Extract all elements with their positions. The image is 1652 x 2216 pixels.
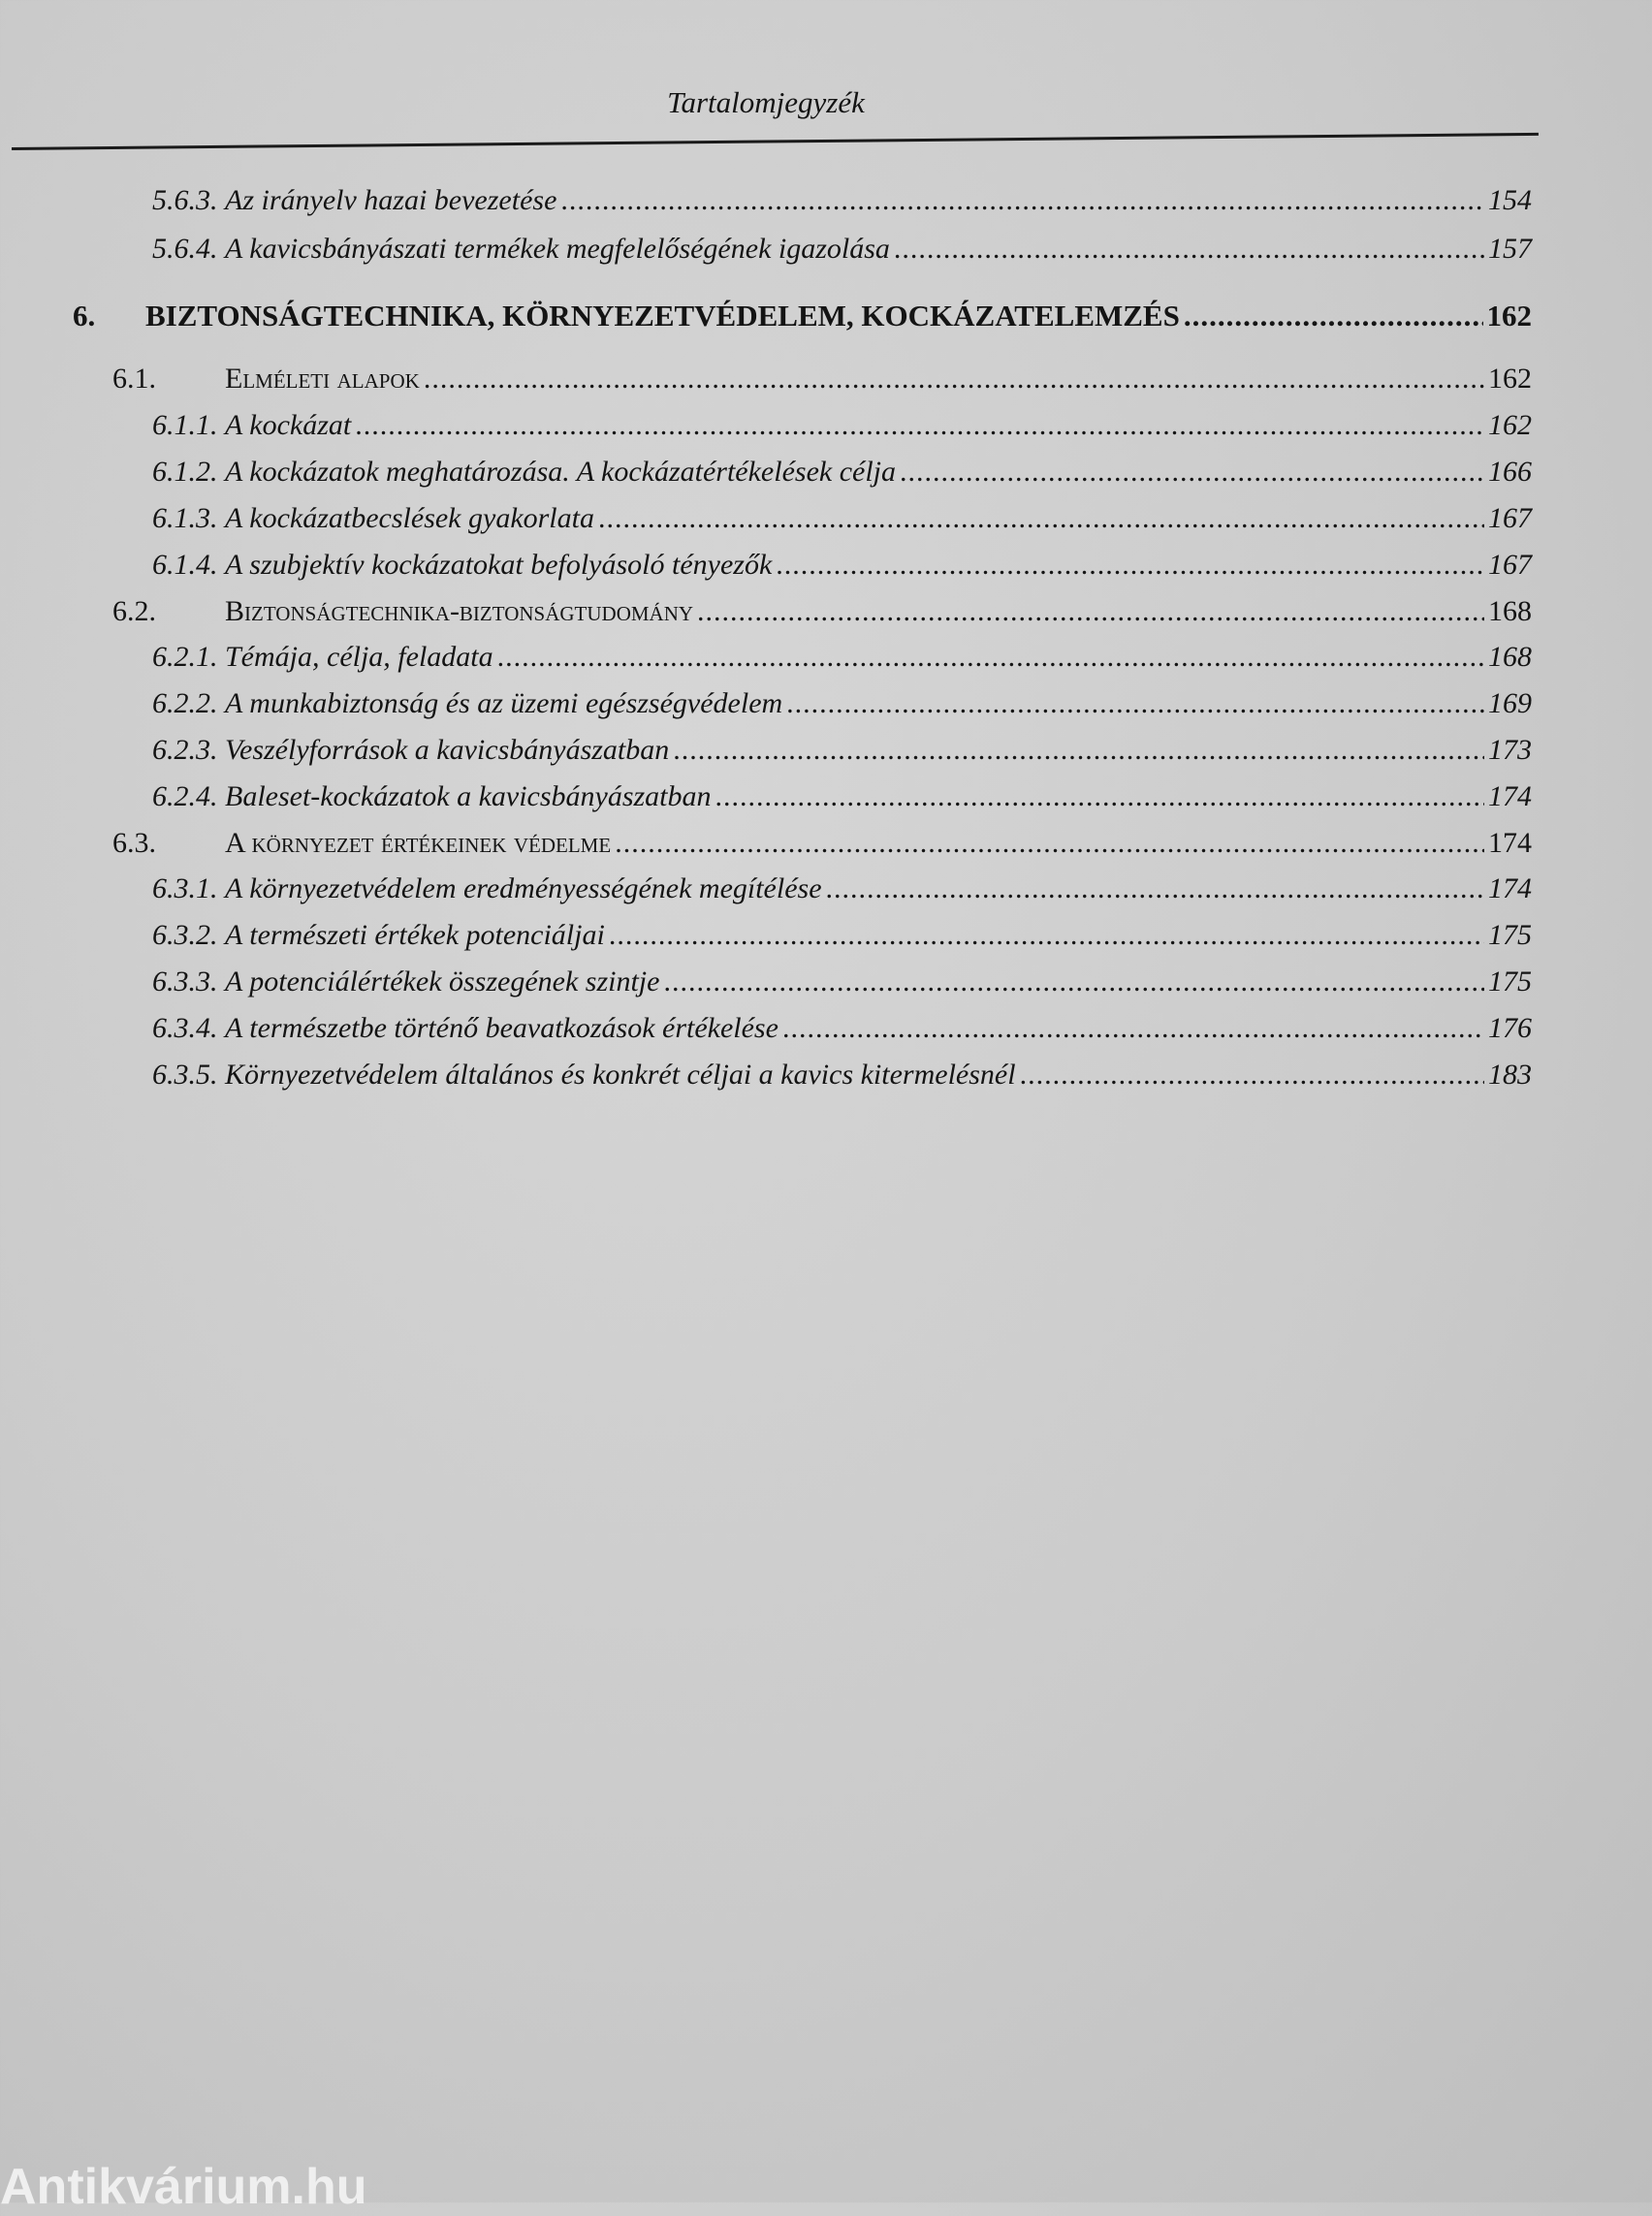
dot-leader — [786, 687, 1484, 720]
entry-title: A természetbe történő beavatkozások értékelése — [225, 1012, 778, 1044]
entry-page-number: 168 — [1488, 595, 1532, 627]
entry-page-number: 162 — [1488, 409, 1532, 441]
toc-entry[interactable] — [152, 549, 1532, 582]
entry-title: A természeti értékek potenciáljai — [225, 919, 605, 951]
watermark-logo: Antikvárium.hu — [0, 2159, 367, 2215]
dot-leader — [1184, 299, 1483, 333]
entry-number: 6.1.3. — [152, 502, 218, 534]
entry-page-number: 157 — [1488, 233, 1532, 265]
dot-leader — [560, 184, 1484, 217]
toc-entry[interactable] — [152, 919, 1532, 952]
entry-page-number: 166 — [1488, 456, 1532, 488]
entry-page-number: 167 — [1488, 549, 1532, 581]
entry-page-number: 174 — [1488, 780, 1532, 812]
entry-number: 6.2. — [112, 595, 156, 627]
toc-entry[interactable] — [112, 595, 1532, 628]
entry-page-number: 162 — [1486, 299, 1532, 332]
toc-entry[interactable] — [152, 456, 1532, 489]
entry-number: 6.2.2. — [152, 687, 218, 719]
toc-entry[interactable] — [152, 184, 1532, 217]
entry-title: A munkabiztonság és az üzemi egészségvédelem — [225, 687, 783, 719]
entry-title: A kavicsbányászati termékek megfelelőségének igazolása — [225, 233, 890, 265]
entry-page-number: 183 — [1488, 1059, 1532, 1091]
dot-leader — [673, 734, 1484, 767]
toc-entry[interactable] — [152, 409, 1532, 442]
dot-leader — [782, 1012, 1484, 1045]
entry-number: 6.1.4. — [152, 549, 218, 581]
toc-entry[interactable] — [152, 734, 1532, 767]
entry-page-number: 173 — [1488, 734, 1532, 766]
entry-title: BIZTONSÁGTECHNIKA, KÖRNYEZETVÉDELEM, KOCKÁZATELEMZÉS — [145, 299, 1180, 332]
toc-entry[interactable] — [152, 1012, 1532, 1045]
dot-leader — [776, 549, 1484, 582]
entry-number: 6.3. — [112, 827, 156, 859]
entry-page-number: 169 — [1488, 687, 1532, 719]
entry-title: A környezetvédelem eredményességének megítélése — [225, 872, 822, 904]
entry-page-number: 174 — [1488, 827, 1532, 859]
entry-title: Környezetvédelem általános és konkrét céljai a kavics kitermelésnél — [225, 1059, 1016, 1091]
entry-number: 6.3.3. — [152, 966, 218, 997]
toc-entry[interactable] — [152, 1059, 1532, 1092]
entry-title: A szubjektív kockázatokat befolyásoló tényezők — [225, 549, 773, 581]
entry-page-number: 174 — [1488, 872, 1532, 904]
entry-number: 5.6.3. — [152, 184, 218, 216]
entry-page-number: 162 — [1488, 363, 1532, 395]
toc-entry[interactable] — [152, 872, 1532, 905]
toc-entry[interactable] — [152, 233, 1532, 266]
entry-number: 6.1. — [112, 363, 156, 395]
entry-page-number: 175 — [1488, 966, 1532, 997]
entry-title: Az irányelv hazai bevezetése — [225, 184, 557, 216]
entry-title: Veszélyforrások a kavicsbányászatban — [225, 734, 670, 766]
running-header: Tartalomjegyzék — [667, 85, 865, 119]
entry-page-number: 167 — [1488, 502, 1532, 534]
entry-title: Biztonságtechnika-biztonságtudomány — [225, 595, 694, 627]
entry-number: 6.2.3. — [152, 734, 218, 766]
dot-leader — [355, 409, 1484, 442]
dot-leader — [424, 363, 1484, 396]
entry-title: Baleset-kockázatok a kavicsbányászatban — [225, 780, 712, 812]
toc-entry[interactable] — [152, 502, 1532, 535]
entry-page-number: 176 — [1488, 1012, 1532, 1044]
entry-title: Elméleti alapok — [225, 363, 420, 395]
dot-leader — [497, 641, 1484, 674]
entry-page-number: 168 — [1488, 641, 1532, 673]
entry-title: A potenciálértékek összegének szintje — [225, 966, 660, 997]
entry-number: 6.1.1. — [152, 409, 218, 441]
entry-title: Témája, célja, feladata — [225, 641, 493, 673]
entry-page-number: 175 — [1488, 919, 1532, 951]
toc-entry[interactable] — [152, 966, 1532, 998]
dot-leader — [615, 827, 1484, 860]
dot-leader — [900, 456, 1484, 489]
entry-title: A kockázatbecslések gyakorlata — [225, 502, 594, 534]
entry-number: 6.3.4. — [152, 1012, 218, 1044]
dot-leader — [609, 919, 1484, 952]
entry-title: A kockázat — [225, 409, 352, 441]
entry-number: 6.2.4. — [152, 780, 218, 812]
toc-entry[interactable] — [112, 827, 1532, 860]
entry-title: A kockázatok meghatározása. A kockázatértékelések célja — [225, 456, 897, 488]
entry-number: 6.3.5. — [152, 1059, 218, 1091]
dot-leader — [598, 502, 1484, 535]
toc-entry[interactable] — [152, 687, 1532, 720]
toc-entry[interactable] — [73, 299, 1532, 333]
toc-entry[interactable] — [152, 780, 1532, 813]
entry-page-number: 154 — [1488, 184, 1532, 216]
entry-number: 6.2.1. — [152, 641, 218, 673]
entry-number: 6.3.1. — [152, 872, 218, 904]
dot-leader — [697, 595, 1484, 628]
dot-leader — [826, 872, 1484, 905]
dot-leader — [1020, 1059, 1484, 1092]
toc-entry[interactable] — [152, 641, 1532, 674]
toc-entry[interactable] — [112, 363, 1532, 396]
entry-number: 6. — [73, 299, 96, 332]
entry-number: 5.6.4. — [152, 233, 218, 265]
entry-number: 6.1.2. — [152, 456, 218, 488]
entry-number: 6.3.2. — [152, 919, 218, 951]
dot-leader — [715, 780, 1484, 813]
entry-title: A környezet értékeinek védelme — [225, 827, 612, 859]
dot-leader — [894, 233, 1484, 266]
dot-leader — [663, 966, 1484, 998]
